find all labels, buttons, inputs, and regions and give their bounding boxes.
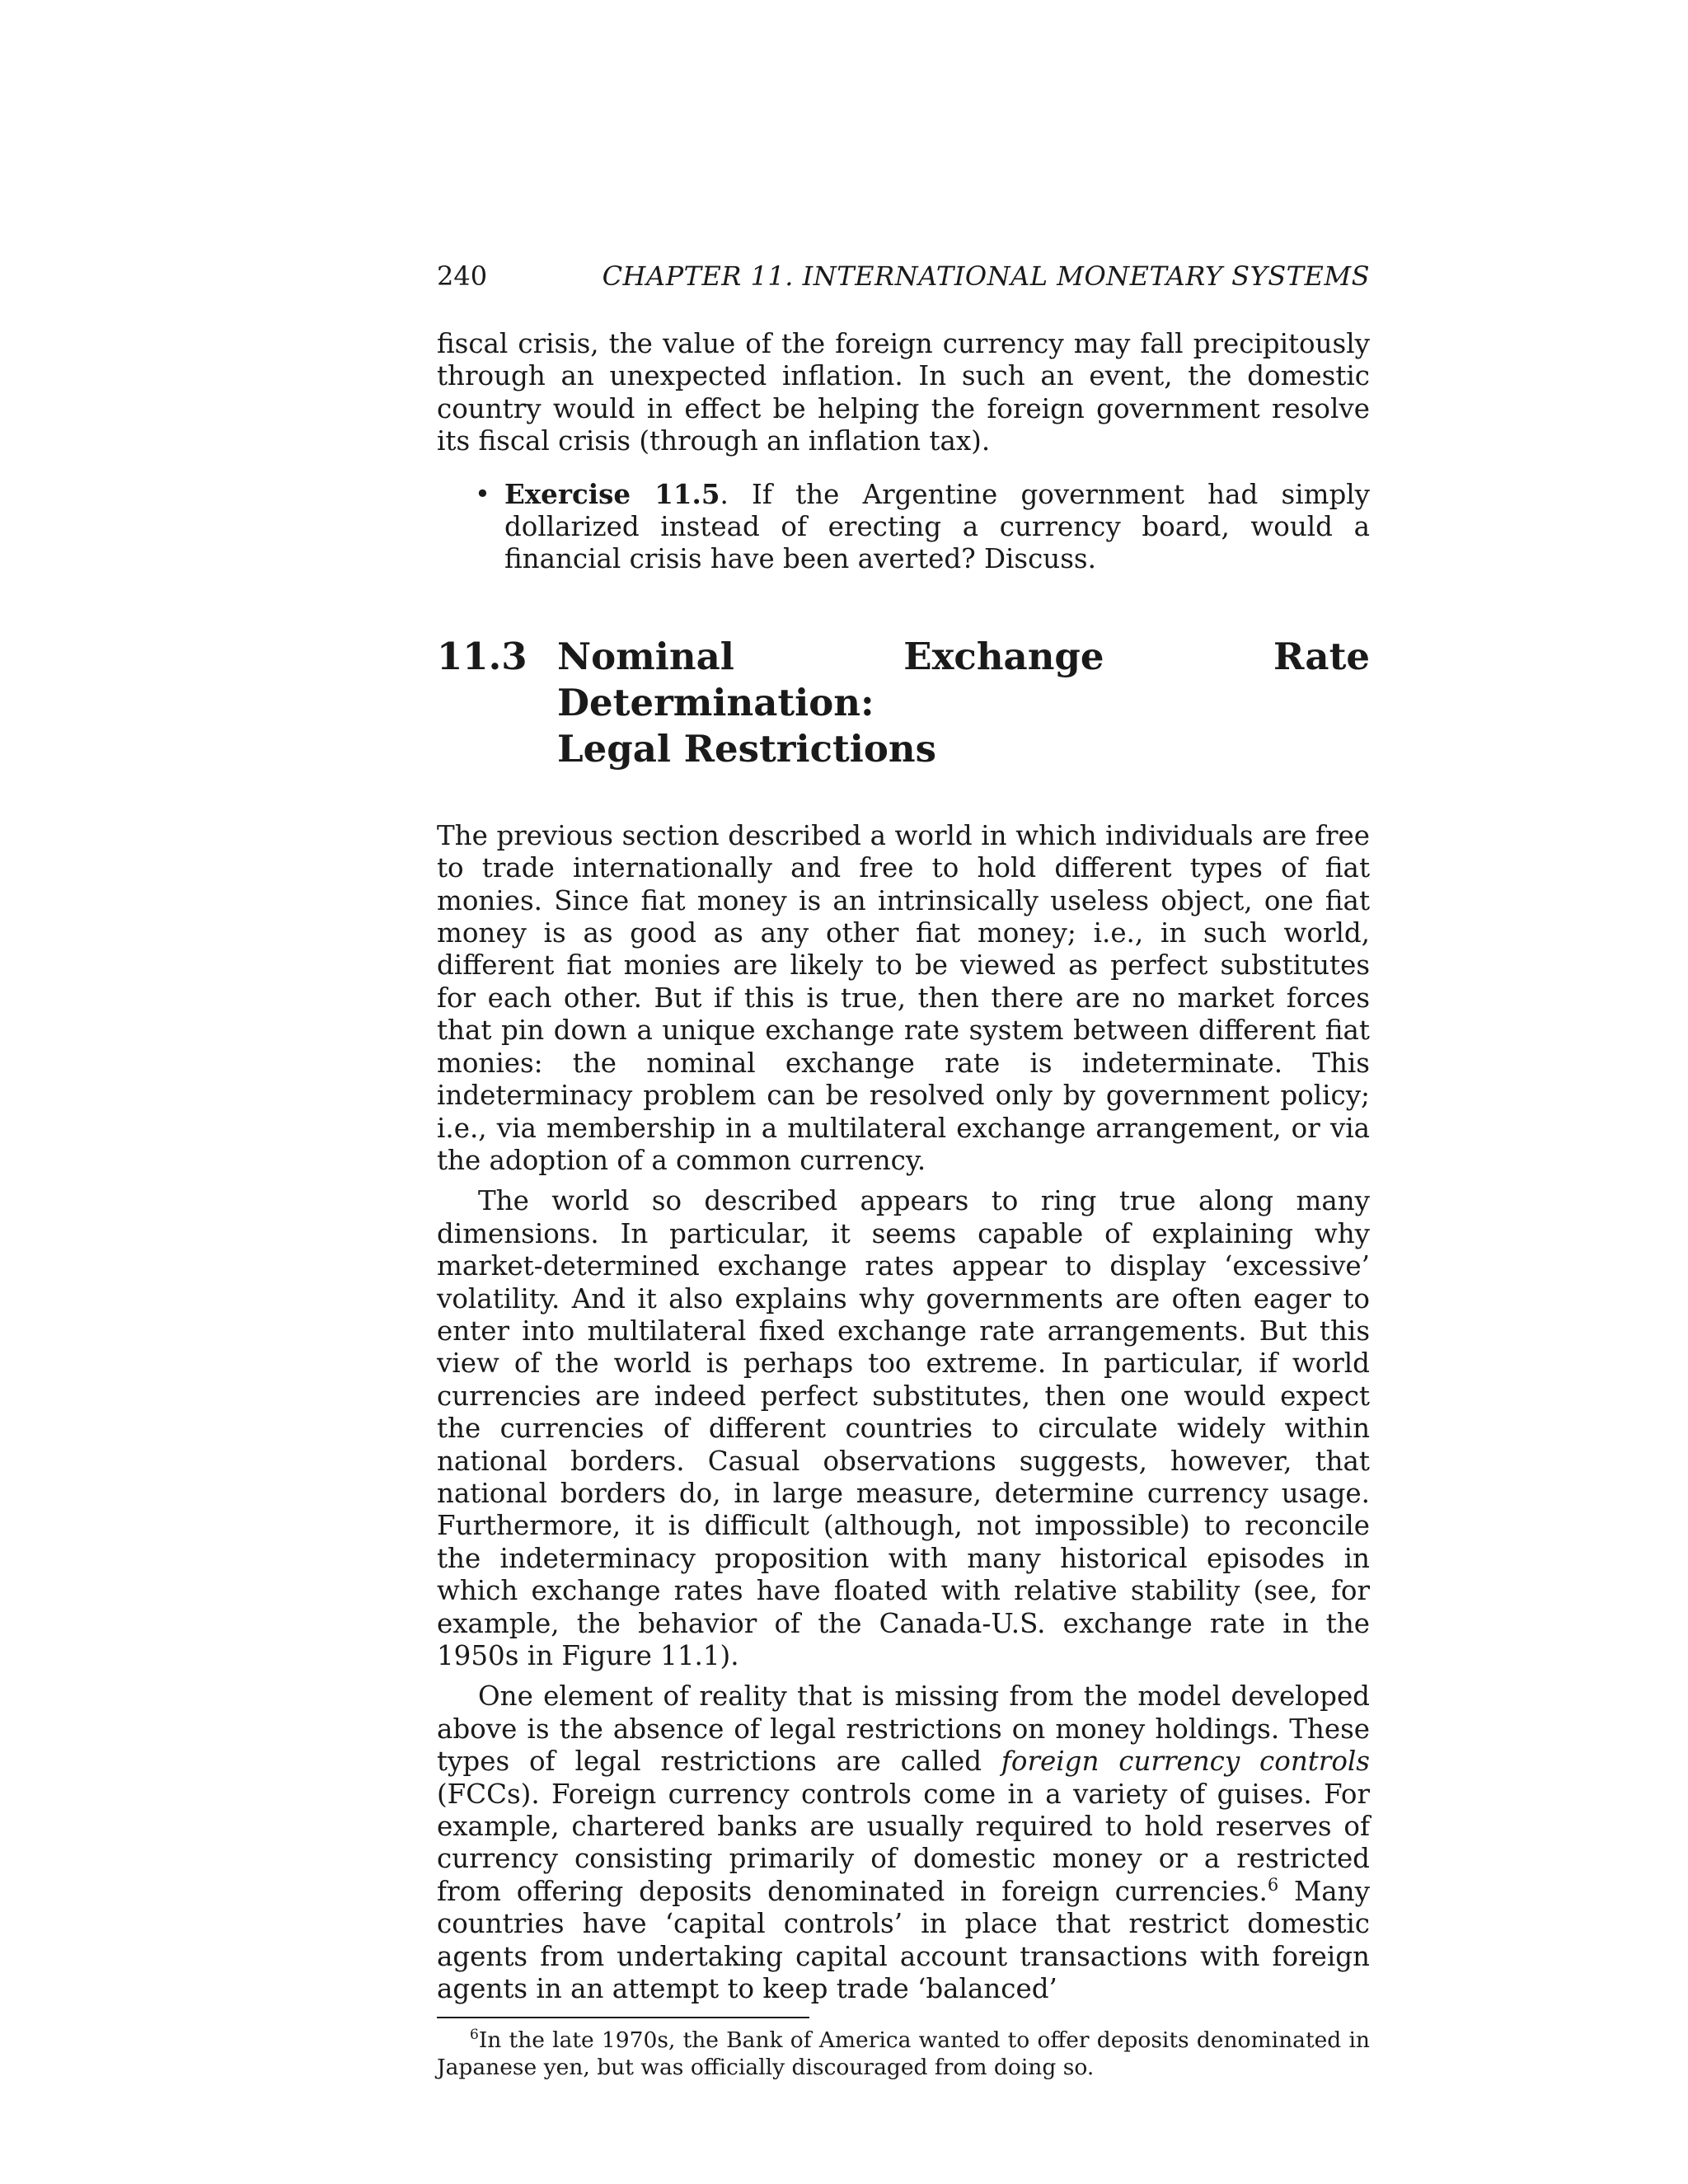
footnote-marker: 6	[470, 2027, 479, 2044]
paragraph-1: The previous section described a world in which individuals are free to trade internationally and free to hold different types of fiat monies. Since fiat money is an intrinsically useless object, one fiat money is as good as any other fiat money; i.e., in such world, different fiat monies are likely to be viewed as perfect substitutes for each other. But if this is true, then there are no market forces that pin down a unique exchange rate system between different fiat monies: the nominal exchange rate is indeterminate. This indeterminacy problem can be resolved only by government policy; i.e., via membership in a multilateral exchange arrangement, or via the adoption of a common currency.	[437, 819, 1370, 1176]
footnote	[437, 2027, 1370, 2081]
running-head	[437, 260, 1370, 298]
chapter-title: CHAPTER 11. INTERNATIONAL MONETARY SYSTEMS	[602, 260, 1370, 292]
exercise-body: . If the Argentine government had simply dollarized instead of erecting a currency board, would a financial crisis have been averted? Discuss.	[504, 478, 1370, 575]
section-heading	[437, 634, 1370, 772]
paragraph-continued: fiscal crisis, the value of the foreign currency may fall precipitously through an unexpected inflation. In such an event, the domestic country would in effect be helping the foreign government resolve its fiscal crisis (through an inflation tax).	[437, 328, 1370, 457]
paragraph-3	[437, 1680, 1370, 2005]
exercise-text	[504, 478, 1370, 576]
section-title-line-2: Legal Restrictions	[557, 726, 936, 771]
bullet-icon: •	[475, 477, 490, 509]
section-number: 11.3	[437, 634, 528, 678]
footnote-reference: 6	[1267, 1874, 1279, 1895]
page	[437, 260, 1370, 2081]
paragraph-3-part-b: (FCCs). Foreign currency controls come in a variety of guises. For example, chartered banks are usually required to hold reserves of currency consisting primarily of domestic money or a restricted from offering deposits denominated in foreign currencies.	[437, 1778, 1370, 1907]
footnote-rule	[437, 2017, 809, 2018]
paragraph-3-part-a: One element of reality that is missing from the model developed above is the absence of legal restrictions on money holdings. These types of legal restrictions are called	[437, 1680, 1370, 1778]
exercise-label: Exercise 11.5	[504, 477, 720, 510]
section-title	[557, 634, 1370, 772]
page-number: 240	[437, 260, 488, 292]
paragraph-2: The world so described appears to ring true along many dimensions. In particular, it seems capable of explaining why market-determined exchange rates appear to display ‘excessive’ volatility. And it also explains why governments are often eager to enter into multilateral fixed exchange rate arrangements. But this view of the world is perhaps too extreme. In particular, if world currencies are indeed perfect substitutes, then one would expect the currencies of different countries to circulate widely within national borders. Casual observations suggests, however, that national borders do, in large measure, determine currency usage. Furthermore, it is difficult (although, not impossible) to reconcile the indeterminacy proposition with many historical episodes in which exchange rates have floated with relative stability (see, for example, the behavior of the Canada-U.S. exchange rate in the 1950s in Figure 11.1).	[437, 1185, 1370, 1671]
paragraph-3-part-c: Many countries have ‘capital controls’ in place that restrict domestic agents from undertaking capital account transactions with foreign agents in an attempt to keep trade ‘balanced’	[437, 1875, 1370, 2005]
section-title-line-1: Nominal Exchange Rate Determination:	[557, 634, 1370, 724]
paragraph-3-emphasis: foreign currency controls	[1001, 1746, 1370, 1778]
exercise-item	[437, 478, 1370, 576]
footnote-text: In the late 1970s, the Bank of America wanted to offer deposits denominated in Japanese yen, but was officially discouraged from doing so.	[437, 2027, 1370, 2081]
